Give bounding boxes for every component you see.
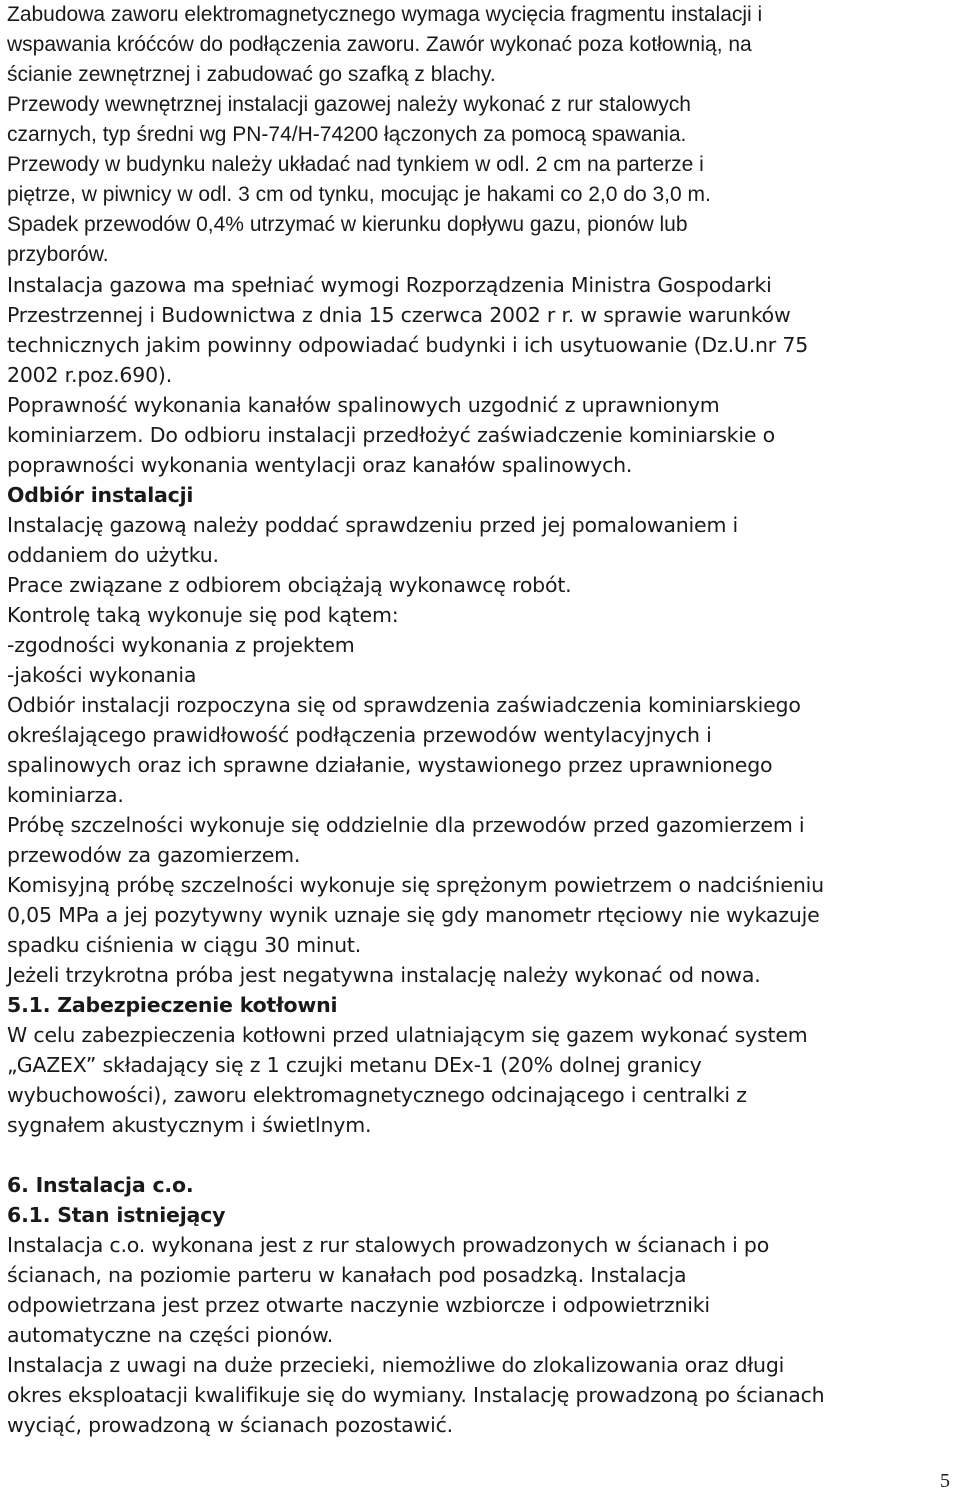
paragraph-regulations [7,270,953,480]
text-line: wyciąć, prowadzoną w ścianach pozostawić. [7,1413,453,1437]
text-line: Komisyjną próbę szczelności wykonuje się sprężonym powietrzem o nadciśnieniu [7,873,824,897]
text-line: -zgodności wykonania z projektem [7,633,355,657]
text-line: sygnałem akustycznym i świetlnym. [7,1113,372,1137]
page-number: 5 [940,1470,950,1492]
text-line: Poprawność wykonania kanałów spalinowych uzgodnić z uprawnionym [7,393,720,417]
text-line: Przestrzennej i Budownictwa z dnia 15 czerwca 2002 r r. w sprawie warunków [7,303,791,327]
text-line: okres eksploatacji kwalifikuje się do wymiany. Instalację prowadzoną po ścianach [7,1383,825,1407]
text-line: -jakości wykonania [7,663,197,687]
text-line: ścianie zewnętrznej i zabudować go szafką z blachy. [7,63,496,86]
section-heading-odbior: Odbiór instalacji [7,483,194,507]
text-line: 0,05 MPa a jej pozytywny wynik uznaje się gdy manometr rtęciowy nie wykazuje [7,903,820,927]
text-line: Instalacja z uwagi na duże przecieki, niemożliwe do zlokalizowania oraz długi [7,1353,785,1377]
spacer [7,1140,953,1170]
text-line: oddaniem do użytku. [7,543,219,567]
text-line: „GAZEX” składający się z 1 czujki metanu DEx-1 (20% dolnej granicy [7,1053,702,1077]
text-line: czarnych, typ średni wg PN-74/H-74200 łączonych za pomocą spawania. [7,123,687,146]
text-line: kominiarza. [7,783,124,807]
paragraph-gas-installation [7,0,953,270]
text-line: wspawania króćców do podłączenia zaworu. Zawór wykonać poza kotłownią, na [7,33,752,56]
text-line: wybuchowości), zaworu elektromagnetycznego odcinającego i centralki z [7,1083,747,1107]
text-line: automatyczne na części pionów. [7,1323,334,1347]
text-line: odpowietrzana jest przez otwarte naczynie wzbiorcze i odpowietrzniki [7,1293,710,1317]
text-line: Przewody w budynku należy układać nad tynkiem w odl. 2 cm na parterze i [7,153,704,176]
section-heading-6-1: 6.1. Stan istniejący [7,1203,226,1227]
text-line: Spadek przewodów 0,4% utrzymać w kierunku dopływu gazu, pionów lub [7,213,688,236]
text-line: przewodów za gazomierzem. [7,843,301,867]
text-line: Próbę szczelności wykonuje się oddzielnie dla przewodów przed gazomierzem i [7,813,805,837]
text-line: przyborów. [7,243,109,266]
text-line: Jeżeli trzykrotna próba jest negatywna instalację należy wykonać od nowa. [7,963,761,987]
paragraph-boiler-protection [7,1020,953,1140]
text-line: Instalację gazową należy poddać sprawdzeniu przed jej pomalowaniem i [7,513,739,537]
section-heading-6: 6. Instalacja c.o. [7,1173,194,1197]
text-line: Zabudowa zaworu elektromagnetycznego wymaga wycięcia fragmentu instalacji i [7,3,763,26]
text-line: Prace związane z odbiorem obciążają wykonawcę robót. [7,573,572,597]
text-line: Odbiór instalacji rozpoczyna się od sprawdzenia zaświadczenia kominiarskiego [7,693,801,717]
text-line: technicznych jakim powinny odpowiadać budynki i ich usytuowanie (Dz.U.nr 75 [7,333,809,357]
text-line: piętrze, w piwnicy w odl. 3 cm od tynku, mocując je hakami co 2,0 do 3,0 m. [7,183,711,206]
text-line: Kontrolę taką wykonuje się pod kątem: [7,603,399,627]
text-line: spalinowych oraz ich sprawne działanie, wystawionego przez uprawnionego [7,753,773,777]
text-line: poprawności wykonania wentylacji oraz kanałów spalinowych. [7,453,633,477]
text-line: 2002 r.poz.690). [7,363,173,387]
document-body [7,0,953,1440]
text-line: Instalacja gazowa ma spełniać wymogi Rozporządzenia Ministra Gospodarki [7,273,772,297]
text-line: W celu zabezpieczenia kotłowni przed ulatniającym się gazem wykonać system [7,1023,808,1047]
paragraph-existing-state [7,1230,953,1440]
text-line: spadku ciśnienia w ciągu 30 minut. [7,933,362,957]
section-heading-5-1: 5.1. Zabezpieczenie kotłowni [7,993,338,1017]
text-line: ścianach, na poziomie parteru w kanałach pod posadzką. Instalacja [7,1263,687,1287]
text-line: Instalacja c.o. wykonana jest z rur stalowych prowadzonych w ścianach i po [7,1233,770,1257]
text-line: Przewody wewnętrznej instalacji gazowej należy wykonać z rur stalowych [7,93,691,116]
text-line: określającego prawidłowość podłączenia przewodów wentylacyjnych i [7,723,712,747]
text-line: kominiarzem. Do odbioru instalacji przedłożyć zaświadczenie kominiarskie o [7,423,775,447]
paragraph-acceptance [7,510,953,990]
